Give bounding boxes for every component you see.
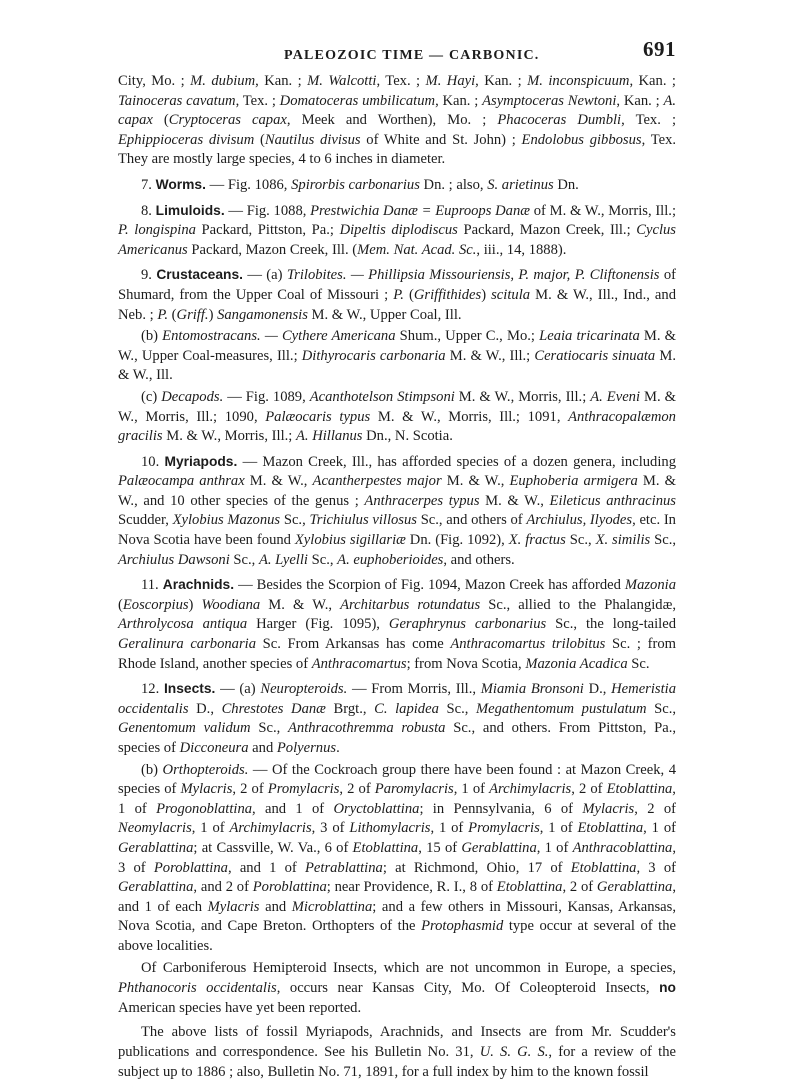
text-run: , iii., 14, 1888).: [476, 241, 567, 258]
italic-run: Xylobius Mazonus: [172, 512, 281, 529]
text-run: — (a): [242, 267, 287, 284]
italic-run: Phacoceras Dumbli: [497, 112, 622, 129]
italic-run: Archimylacris: [229, 820, 312, 837]
italic-run: Endolobus gibbosus: [521, 131, 642, 148]
paragraph-p5: [118, 388, 676, 447]
text-run: M. & W., Upper Coal, Ill.: [307, 306, 462, 323]
section-heading: no: [659, 980, 676, 996]
text-run: , Tex. They are mostly large species, 4 to 6 inches in diameter.: [118, 131, 677, 168]
paragraph-p8: [118, 679, 676, 758]
italic-run: Nautilus divisus: [264, 131, 361, 148]
text-run: Sc.,: [438, 700, 476, 717]
text-run: , 1 of: [643, 820, 676, 837]
italic-run: C. lapidea: [374, 700, 439, 717]
text-run: , Tex. ;: [376, 73, 426, 89]
italic-run: A. capax: [118, 92, 677, 129]
text-run: Sc.,: [650, 532, 677, 549]
italic-run: A. euphoberioides: [337, 551, 444, 568]
text-run: M. & W., Ill., Ind., and Neb. ;: [118, 286, 677, 323]
paragraph-p6: [118, 452, 676, 571]
italic-run: Prestwichia Danæ = Euproops Danæ: [310, 202, 530, 219]
text-run: — Fig. 1088,: [224, 202, 311, 219]
text-run: (b): [141, 761, 163, 778]
text-run: , Kan. ;: [616, 92, 664, 109]
italic-run: A. Lyelli: [258, 551, 308, 568]
italic-run: Megathentomum pustulatum: [475, 700, 647, 717]
italic-run: Poroblattina: [153, 859, 228, 876]
italic-run: P. longispina: [118, 222, 196, 239]
italic-run: X. similis: [595, 532, 651, 549]
italic-run: Gerablattina: [461, 839, 537, 856]
text-run: , 1 of: [453, 781, 490, 798]
text-run: , 15 of: [418, 839, 462, 856]
italic-run: Mazonia: [624, 577, 676, 594]
text-run: — Of the Cockroach group there have been found : at Mazon Creek, 4 species of: [118, 761, 676, 798]
text-run: City, Mo. ;: [118, 73, 191, 89]
italic-run: Gerablattina: [596, 879, 673, 896]
italic-run: Palæocampa anthrax: [118, 473, 245, 490]
italic-run: Archiulus Dawsoni: [118, 551, 230, 568]
italic-run: Etoblattina: [570, 859, 637, 876]
text-run: M. & W.,: [244, 473, 313, 490]
text-run: Dn.: [553, 176, 579, 193]
text-run: , for a review of the subject up to 1886 ; also, Bulletin No. 71, 1891, for a full index by him to the known fossil: [118, 1043, 676, 1080]
text-run: of White and St. John) ;: [360, 131, 522, 148]
italic-run: Petrablattina: [305, 859, 383, 876]
italic-run: Cyclus Americanus: [118, 222, 676, 258]
text-run: , and 2 of: [193, 879, 253, 896]
text-run: Packard, Mazon Creek, Ill.;: [457, 222, 637, 239]
italic-run: Protophasmid: [421, 918, 504, 935]
italic-run: Orthopteroids.: [162, 761, 249, 778]
italic-run: Archimylacris: [489, 781, 572, 798]
italic-run: scitula: [491, 286, 531, 303]
italic-run: Anthracomartus trilobitus: [450, 636, 606, 653]
italic-run: Anthracoblattina: [572, 839, 673, 856]
paragraph-p1: [118, 175, 676, 196]
section-heading: Insects.: [163, 681, 216, 697]
text-run: , 1 of: [118, 781, 676, 817]
text-run: , 1 of: [536, 839, 573, 856]
text-run: , 1 of: [191, 820, 230, 837]
paragraph-p9: [118, 761, 676, 957]
text-run: Sc.,: [280, 512, 310, 529]
text-run: , etc. In Nova Scotia have been found: [118, 512, 676, 549]
italic-run: Architarbus rotundatus: [340, 596, 481, 613]
italic-run: Chrestotes Danæ: [221, 700, 326, 717]
italic-run: Poroblattina: [252, 879, 327, 896]
text-run: M. & W., Upper Coal-measures, Ill.;: [118, 328, 677, 364]
text-run: M. & W., Morris, Ill.; 1090,: [118, 388, 676, 425]
text-run: , Tex. ;: [621, 112, 677, 129]
text-run: D.,: [583, 681, 612, 698]
italic-run: Sangamonensis: [217, 306, 308, 323]
text-run: ; at Cassville, W. Va., 6 of: [193, 839, 353, 856]
italic-run: Tainoceras cavatum: [118, 92, 236, 109]
page-number: 691: [643, 37, 676, 61]
text-run: M. & W., and 10 other species of the genus ;: [118, 473, 676, 509]
italic-run: Etoblattina: [496, 879, 563, 896]
italic-run: Etoblattina: [577, 820, 644, 837]
italic-run: Mylacris: [207, 898, 260, 915]
text-run: M. & W.,: [441, 473, 510, 490]
text-run: , Kan. ;: [629, 73, 676, 89]
text-run: D.,: [188, 700, 222, 717]
text-run: and: [248, 740, 277, 756]
text-run: ; from Nova Scotia,: [406, 655, 526, 672]
text-run: (: [403, 286, 414, 303]
italic-run: Dicconeura: [179, 740, 249, 756]
italic-run: U. S. G. S.: [479, 1043, 549, 1060]
text-run: M. & W., Ill.;: [445, 347, 535, 364]
italic-run: Paromylacris: [374, 781, 454, 798]
text-run: 7.: [141, 176, 156, 193]
text-run: 10.: [141, 453, 165, 470]
italic-run: Spirorbis carbonarius: [291, 176, 420, 193]
italic-run: Entomostracans. — Cythere Americana: [162, 328, 396, 345]
text-run: (: [152, 112, 169, 129]
text-run: , 2 of: [571, 781, 607, 798]
italic-run: Progonoblattina: [156, 800, 253, 817]
section-heading: Limuloids.: [155, 202, 225, 218]
text-run: Scudder,: [118, 512, 173, 529]
text-run: ; and a few others in Missouri, Kansas, Arkansas, Nova Scotia, and Cape Breton. Orthopters of the: [118, 898, 676, 935]
page-header: [118, 38, 676, 66]
italic-run: Domatoceras umbilicatum: [279, 92, 436, 109]
text-run: Sc.,: [646, 700, 677, 717]
text-run: , 2 of: [339, 781, 375, 798]
italic-run: Ceratiocaris sinuata: [534, 347, 656, 364]
italic-run: Eileticus anthracinus: [549, 492, 676, 509]
text-run: , and 1 of: [252, 800, 334, 817]
italic-run: Mem. Nat. Acad. Sc.: [357, 241, 477, 258]
text-run: Brgt.,: [325, 700, 375, 717]
italic-run: Hemeristia occidentalis: [118, 681, 676, 717]
text-run: , 3 of: [311, 820, 350, 837]
text-run: , Kan. ;: [475, 73, 528, 89]
text-run: — Fig. 1086,: [205, 176, 292, 193]
text-run: Dn. ; also,: [419, 176, 488, 193]
italic-run: Acanthotelson Stimpsoni: [309, 388, 455, 405]
running-head: PALEOZOIC TIME — CARBONIC.: [284, 48, 540, 63]
italic-run: Neomylacris: [118, 820, 192, 837]
text-run: Sc.,: [307, 551, 338, 568]
body-text: [118, 72, 676, 1082]
italic-run: Mylacris: [582, 800, 635, 817]
italic-run: Gerablattina: [118, 879, 194, 896]
text-run: Sc., and others of: [416, 512, 527, 529]
paragraph-p3: [118, 265, 676, 325]
italic-run: A. Hillanus: [295, 428, 363, 445]
italic-run: Woodiana: [201, 596, 261, 613]
text-run: American species have yet been reported.: [118, 999, 362, 1016]
text-run: M. & W., Morris, Ill.; 1091,: [370, 408, 569, 425]
text-run: , 2 of: [562, 879, 597, 896]
text-run: , occurs near Kansas City, Mo. Of Coleopteroid Insects,: [276, 980, 660, 997]
paragraph-p7: [118, 575, 676, 674]
text-run: 9.: [141, 267, 157, 284]
italic-run: P.: [157, 306, 169, 323]
section-heading: Myriapods.: [164, 453, 238, 469]
italic-run: M. dubium: [190, 73, 256, 89]
paragraph-p11: [118, 1023, 676, 1082]
italic-run: Lithomylacris: [349, 820, 431, 837]
text-run: type occur at several of the above localities.: [118, 918, 677, 954]
italic-run: Mylacris: [180, 781, 233, 798]
text-run: Sc., the long-tailed: [546, 616, 676, 633]
italic-run: Ephippioceras divisum: [118, 131, 255, 148]
italic-run: Dithyrocaris carbonaria: [301, 347, 446, 364]
italic-run: Trichiulus villosus: [309, 512, 417, 529]
italic-run: Promylacris: [267, 781, 340, 798]
italic-run: Palæocaris typus: [265, 408, 371, 425]
italic-run: Cryptoceras capax: [168, 112, 287, 129]
text-run: , 3 of: [636, 859, 676, 876]
text-run: ; near Providence, R. I., 8 of: [326, 879, 497, 896]
text-run: , and others.: [443, 551, 515, 568]
text-run: , 3 of: [118, 839, 676, 876]
italic-run: Anthracopalæmon gracilis: [118, 408, 676, 445]
text-run: — (a): [215, 681, 261, 698]
text-run: and: [259, 898, 292, 915]
italic-run: M. Walcotti: [307, 73, 377, 89]
text-run: , and 1 of each: [118, 879, 676, 915]
text-run: Packard, Mazon Creek, Ill. (: [187, 241, 358, 258]
text-run: ): [208, 306, 218, 323]
text-run: Sc., allied to the Phalangidæ,: [480, 596, 676, 613]
text-run: , 2 of: [232, 781, 268, 798]
text-run: Packard, Pittston, Pa.;: [195, 222, 340, 239]
text-run: Of Carboniferous Hemipteroid Insects, which are not uncommon in Europe, a species,: [141, 959, 676, 976]
text-run: Harger (Fig. 1095),: [247, 616, 389, 633]
text-run: M. & W., Morris, Ill.;: [162, 428, 296, 445]
text-run: Sc.,: [250, 720, 288, 737]
italic-run: P.: [393, 286, 404, 303]
text-run: (c): [141, 388, 162, 405]
italic-run: A. Eveni: [590, 388, 641, 405]
text-run: Dn., N. Scotia.: [362, 428, 453, 445]
italic-run: Griff.: [176, 306, 209, 323]
italic-run: Trilobites. — Phillipsia Missouriensis, P. major, P. Cliftonensis: [286, 267, 660, 284]
text-run: M. & W., Morris, Ill.;: [454, 388, 591, 405]
text-run: 11.: [141, 577, 163, 594]
italic-run: Mazonia Acadica: [525, 655, 628, 672]
text-run: — From Morris, Ill.,: [347, 681, 481, 698]
italic-run: M. Hayi: [425, 73, 476, 89]
text-run: , Meek and Worthen), Mo. ;: [286, 112, 498, 129]
italic-run: Eoscorpius: [122, 596, 189, 613]
text-run: , and 1 of: [227, 859, 305, 876]
text-run: Sc.,: [565, 532, 596, 549]
italic-run: Miamia Bronsoni: [480, 681, 584, 698]
italic-run: Asymptoceras Newtoni: [482, 92, 617, 109]
text-run: M. & W.,: [260, 596, 341, 613]
section-heading: Crustaceans.: [156, 267, 243, 283]
text-run: Sc., and others. From Pittston, Pa., species of: [118, 720, 676, 756]
italic-run: Geralinura carbonaria: [118, 636, 256, 653]
text-run: , 1 of: [430, 820, 469, 837]
paragraph-p2: [118, 201, 676, 261]
paragraph-p4: [118, 327, 676, 386]
text-run: M. & W.,: [479, 492, 550, 509]
text-run: — Mazon Creek, Ill., has afforded species of a dozen genera, including: [237, 453, 676, 470]
italic-run: Anthracothremma robusta: [287, 720, 446, 737]
italic-run: Phthanocoris occidentalis: [118, 980, 277, 997]
italic-run: Leaia tricarinata: [539, 328, 640, 345]
italic-run: Euphoberia armigera: [509, 473, 638, 490]
text-run: Shum., Upper C., Mo.;: [395, 328, 540, 345]
italic-run: Etoblattina: [352, 839, 419, 856]
text-run: M. & W., Ill.: [118, 347, 676, 384]
text-run: Sc. From Arkansas has come: [256, 636, 451, 653]
italic-run: Gerablattina: [118, 839, 194, 856]
italic-run: Anthracomartus: [311, 655, 407, 672]
section-heading: Arachnids.: [162, 577, 235, 593]
text-run: (: [254, 131, 265, 148]
text-run: Sc.,: [229, 551, 259, 568]
italic-run: Decapods.: [161, 388, 224, 405]
italic-run: Promylacris: [468, 820, 540, 837]
text-run: of Shumard, from the Upper Coal of Missouri ;: [118, 267, 677, 303]
text-run: Sc. ; from Rhode Island, another species of: [118, 636, 676, 672]
text-run: — Fig. 1089,: [223, 388, 310, 405]
text-run: ; in Pennsylvania, 6 of: [419, 800, 583, 817]
text-run: (: [168, 306, 177, 323]
italic-run: Geraphrynus carbonarius: [388, 616, 547, 633]
italic-run: Archiulus, Ilyodes: [526, 512, 633, 529]
text-run: of M. & W., Morris, Ill.;: [530, 202, 676, 219]
text-run: , 1 of: [539, 820, 578, 837]
italic-run: S. arietinus: [487, 176, 554, 193]
italic-run: Dipeltis diplodiscus: [339, 222, 458, 239]
italic-run: Xylobius sigillariæ: [294, 532, 406, 549]
text-run: .: [336, 740, 340, 756]
text-run: , Kan. ;: [255, 73, 308, 89]
italic-run: Etoblattina: [606, 781, 673, 798]
italic-run: Griffithides: [413, 286, 482, 303]
paragraph-p0: [118, 72, 676, 170]
italic-run: Microblattina: [291, 898, 373, 915]
text-run: ): [481, 286, 492, 303]
italic-run: Genentomum validum: [118, 720, 251, 737]
italic-run: M. inconspicuum: [527, 73, 630, 89]
text-run: ): [188, 596, 202, 613]
paragraph-p10: [118, 959, 676, 1019]
italic-run: Anthracerpes typus: [364, 492, 480, 509]
text-run: ; at Richmond, Ohio, 17 of: [382, 859, 571, 876]
italic-run: Arthrolycosa antiqua: [118, 616, 248, 633]
text-run: , Kan. ;: [435, 92, 483, 109]
section-heading: Worms.: [155, 176, 206, 192]
text-run: Dn. (Fig. 1092),: [405, 532, 509, 549]
italic-run: X. fractus: [508, 532, 566, 549]
italic-run: Polyernus: [276, 740, 337, 756]
text-run: — Besides the Scorpion of Fig. 1094, Mazon Creek has afforded: [234, 577, 625, 594]
italic-run: Neuropteroids.: [260, 681, 348, 698]
text-run: , Tex. ;: [235, 92, 280, 109]
text-run: 12.: [141, 681, 164, 698]
italic-run: Oryctoblattina: [333, 800, 420, 817]
text-run: The above lists of fossil Myriapods, Arachnids, and Insects are from Mr. Scudder's publications and correspondence. See his Bulletin No. 31,: [118, 1024, 676, 1060]
italic-run: Acantherpestes major: [312, 473, 442, 490]
text-run: (: [118, 596, 123, 613]
text-run: (b): [141, 328, 163, 345]
text-run: 8.: [141, 202, 156, 219]
text-run: Sc.: [627, 655, 650, 672]
text-run: , 2 of: [634, 800, 676, 817]
